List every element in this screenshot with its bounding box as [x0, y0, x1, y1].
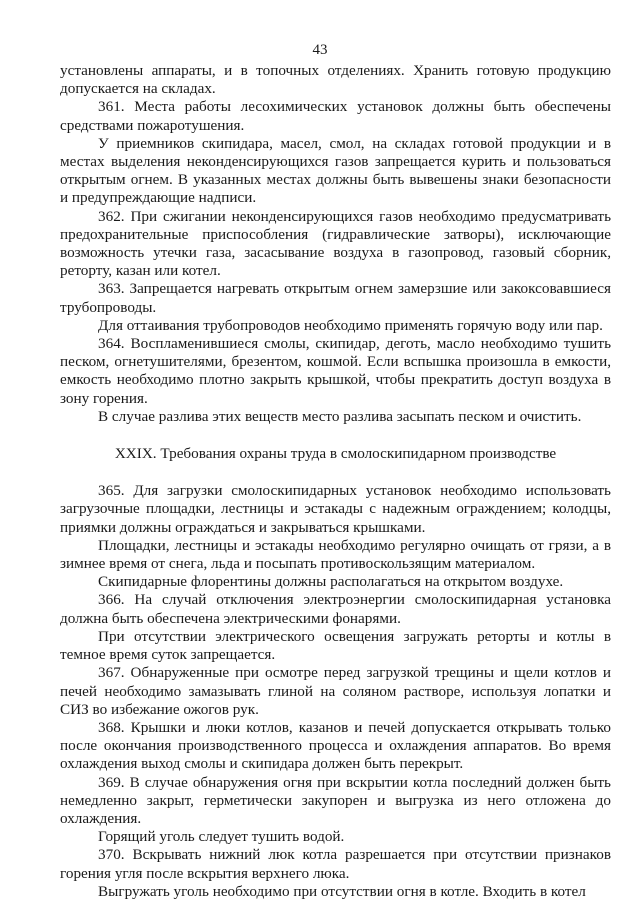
paragraph: При отсутствии электрического освещения загружать реторты и котлы в темное время суток запрещается.	[60, 627, 611, 664]
paragraph: 367. Обнаруженные при осмотре перед загрузкой трещины и щели котлов и печей необходимо замазывать глиной на соляном растворе, используя лопатки и СИЗ во избежание ожогов рук.	[60, 664, 611, 718]
paragraph: 369. В случае обнаружения огня при вскрытии котла последний должен быть немедленно закрыт, герметически закупорен и выгрузка из него отложена до охлаждения.	[60, 773, 611, 827]
page-number: 43	[312, 42, 328, 58]
paragraph: 361. Места работы лесохимических установок должны быть обеспечены средствами пожаротушения.	[60, 98, 611, 134]
document-body	[60, 62, 611, 901]
paragraph: 365. Для загрузки смолоскипидарных установок необходимо использовать загрузочные площадки, лестницы и эстакады с надежным ограждением; колодцы, приямки должны ограждаться и закрываться крышками.	[60, 482, 611, 536]
paragraph: Выгружать уголь необходимо при отсутствии огня в котле. Входить в котел	[98, 882, 586, 900]
paragraph: 368. Крышки и люки котлов, казанов и печей допускается открывать только после окончания производственного процесса и охлаждения аппаратов. Во время охлаждения выход смолы и скипидара должен быть перекрыт.	[60, 718, 611, 773]
paragraph: 363. Запрещается нагревать открытым огнем замерзшие или закоксовавшиеся трубопроводы.	[60, 280, 611, 316]
paragraph: Для оттаивания трубопроводов необходимо применять горячую воду или пар.	[98, 316, 603, 334]
paragraph: У приемников скипидара, масел, смол, на складах готовой продукции и в местах выделения неконденсирующихся газов запрещается курить и пользоваться открытым огнем. В указанных местах должны быть вывешены знаки безопасности и предупреждающие надписи.	[60, 134, 611, 207]
paragraph: 366. На случай отключения электроэнергии смолоскипидарная установка должна быть обеспечена электрическими фонарями.	[60, 591, 611, 627]
paragraph: В случае разлива этих веществ место разлива засыпать песком и очистить.	[98, 407, 582, 425]
paragraph: 364. Воспламенившиеся смолы, скипидар, деготь, масло необходимо тушить песком, огнетушителями, брезентом, кошмой. Если вспышка произошла в емкости, емкость необходимо плотно закрыть крышкой, чтобы прекратить доступ воздуха в зону горения.	[60, 335, 611, 407]
paragraph: Горящий уголь следует тушить водой.	[98, 828, 345, 846]
section-heading: XXIX. Требования охраны труда в смолоскипидарном производстве	[114, 445, 557, 463]
paragraph: установлены аппараты, и в топочных отделениях. Хранить готовую продукцию допускается на складах.	[60, 62, 611, 98]
paragraph: Площадки, лестницы и эстакады необходимо регулярно очищать от грязи, а в зимнее время от снега, льда и посыпать противоскользящим материалом.	[60, 536, 611, 573]
paragraph: Скипидарные флорентины должны располагаться на открытом воздухе.	[98, 573, 564, 591]
paragraph: 362. При сжигании неконденсирующихся газов необходимо предусматривать предохранительные приспособления (гидравлические затворы), исключающие возможность утечки газа, засасывание воздуха в газопровод, газовый сборник, реторту, казан или котел.	[60, 207, 611, 280]
paragraph: 370. Вскрывать нижний люк котла разрешается при отсутствии признаков горения угля после вскрытия верхнего люка.	[60, 846, 611, 882]
